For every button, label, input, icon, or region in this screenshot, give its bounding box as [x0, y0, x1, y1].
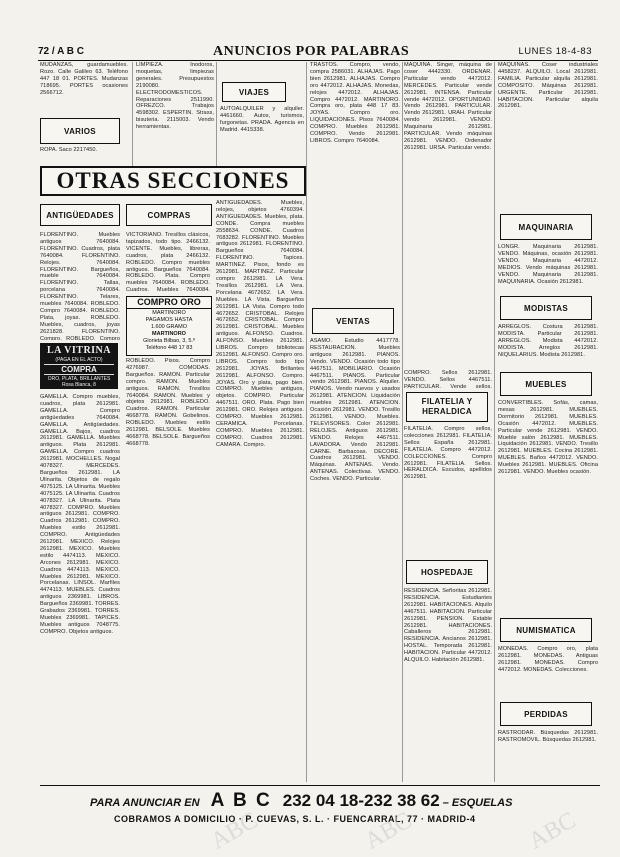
page-header [38, 44, 598, 61]
section-header-maquinaria: MAQUINARIA [500, 214, 592, 240]
column-text: GAMELLA. Compro muebles, cuadros, plata 2612981. GAMELLA. Compro antigüedades 7640084. GAMELLA. Antigüedades. GAMELLA. Bajos, cuadros 2612981. GAMELLA. Muebles antiguos. Plata 2612981. GAMELLA. Compro cuadros 2612981. MOCHELLES. Nogal 4078327. MERCEDES. Bargueños 2612981. LA Ulinarita. Objetos de regalo 4075125. LA Ulinarita. Muebles 4075125. LA Ulinarita. Cuadros 4078327. LA Ulinarita. Plata 4078327. COMPRO. Muebles antiguos 2612981. COMPRO. Cuadros 2612981. COMPRO. Muebles estilo 2612981. COMPRO. Antigüedades 2612981. MEXICO. Relojes 2612981. MEXICO. Muebles estilo 4474113. MEXICO. Arcones 2612981. MEXICO. Cuadros 4474113. MEXICO. Muebles 2612981. MEXICO. Porcelanas. LINSOL. Marfiles 4474113. MUEBLES. Cuadros antiguos 2369981. LIBROS. Bargueños 2369981. TORRES. Grabados 2369981. TORRES. Muebles 2369981. TAPICES. Muebles antiguos 7048775. COMPRO. Objetos antiguos. [40, 394, 120, 635]
footer-prefix: PARA ANUNCIAR EN [90, 797, 200, 809]
compro-oro-ad [126, 296, 212, 356]
column-text: TRASTOS. Compro, vendo, compra 2586031. ALHAJAS. Pago bien 2612981. ALHAJAS. Compro oro 4472012. ALHAJAS. Monedas, relojes 4472012. ALHAJAS. Compro 4472012. MARTINORO. Compra oro, plata 448 17 83. JOYAS. Compro oro. LIQUIDACIONES. Pisos 7640084. COMPRO. Muebles 2612981. COMPRO. Vendo 2612981. LIBROS. Compro 7640084. [310, 62, 400, 144]
section-header-ventas: VENTAS [312, 308, 394, 334]
column-text: LIMPIEZA. Inodoros, moquetas, limpiezas generales. Presupuestos 2190080. ELECTRODOMESTICOS. Reparaciones 2511990. OFREZCO. Trabajos 4598302. ESPERTIN. Strass, bisuteria. 2115003. Vendo herramientas. [136, 62, 214, 131]
vitrina-line: (PAGA EN EL ACTO) [55, 357, 103, 363]
watermark: ABC [524, 807, 581, 855]
vitrina-title: LA VITRINA [47, 345, 111, 356]
column-text: LONGR. Maquinaria 2612981. VENDO. Máquinas, ocasión 2612981. VENDO. Maquinaria 4472012. MEDIOS. Vendo máquinas 2612981. VENDO. Maquinaria 2612981. MAQUINARIA. Ocasión 2612981. [498, 244, 598, 285]
column-text: VICTORIANO. Tresillos clásicos, tapizados, todo tipo. 2466132. VICENTE. Muebles, libreras, cuadros, plata 2466132. ROBLEDO. Compro muebles antiguos. Bargueños 7640084. ROBLEDO. Plata. Compro muebles 7640084. ROBLEDO. Cuadros. Muebles 7640084. [126, 232, 210, 294]
section-header-numismatica: NUMISMATICA [500, 618, 592, 642]
column-text: RESIDENCIA. Señoritas 2612981. RESIDENCIA. Estudiantes 2612981. HABITACIONES. Alquilo 4467511. HABITACION. Particular 2612981. PENSION. Estable 2612981. HABITACIONES. Caballeros 2612981. RESIDENCIA. Ancianos 2612981. HOSTAL. Temporada 2612981. HABITACION. Particular 4472012. ALQUILO. Habitación 2612981. [404, 588, 492, 664]
watermark: ABC [360, 807, 417, 855]
column-divider [132, 62, 133, 168]
column-divider [402, 62, 403, 782]
footer-suffix: ESQUELAS [451, 797, 513, 809]
column-text: ROPA. Saco 2217450. [40, 147, 98, 153]
column-text: ASAMO. Estudio 4417778. RESTAURACION. Muebles antiguos 2612981. PIANOS. Vendo. VENDO. Ocasión todo tipo 4467511. MOBILIARIO. Ocasión 4467511. PIANOS. Particular vendo 2612981. PIANOS. Alquiler. PIANOS. Vendo nuevos y usados 2612981. ATENCION. Liquidación muebles 2612981. ATENCION. Ocasión 2612981. VENDO. Tresillo 2612981. VENDO. Muebles. TELEVISORES. Color 2612981. RELOJES. Antiguos 2612981. VENDO. Relojes 4467511. LAVADORA. Vendo 2612981. CARNE. Barbacoas. DECORE. Cuadros 2612981. VENDO. Máquinas. ANTENAS. Vendo. ANTENAS. Colectivas. VENDO. Coches. VENDO. Particular. [310, 338, 400, 483]
column-text: MAQUINAS. Coser industriales 4458237. ALQUILO. Local 2612981. FAMILIA. Particular alquila 2612981. COMPOSITO. Máquinas 2612981. URGENTE. Particular 2612981. HABITACION. Particular alquila 2612981. [498, 62, 598, 110]
section-header-perdidas: PERDIDAS [500, 702, 592, 726]
vitrina-center: COMPRA [44, 364, 114, 375]
compro-line: Teléfono 448 17 83 [145, 345, 193, 351]
section-header-antiguedades: ANTIGÜEDADES [40, 204, 120, 226]
page-title: ANUNCIOS POR PALABRAS [213, 44, 410, 59]
page-footer [40, 785, 600, 830]
section-header-varios: VARIOS [40, 118, 120, 144]
page-number: 72 / A B C [38, 46, 84, 57]
column-text: ARREGLOS. Costura 2612981. MODISTA. Particular 2612981. ARREGLOS. Modista 4472012. MODISTA. Arreglos 2612981. NIQUELARIUS. Modista 2612981. [498, 324, 598, 358]
column-text: MAQUINA. Singer, máquina de coser 4442330. ORDENAR. Particular vendo 4472012. MERCEDES. Particular vende 2612981. INTENSA. Particular vende 4472012. OPORTUNIDAD. Vendo 2612981. PARTICULAR. Vendo 2612981. URAH. Particular vendo 2612981. VENDO. Maquinaria 2612981. PARTICULAR. Vendo máquinas 2612981. VENDO. Ordenador 2612981. URSA. Particular vendo. [404, 62, 492, 151]
vitrina-line: ORO, PLATA, BRILLANTES [47, 376, 111, 382]
section-header-viajes: VIAJES [222, 82, 286, 102]
page-date: LUNES 18-4-83 [518, 46, 592, 57]
section-header-muebles: MUEBLES [500, 372, 592, 396]
section-header-filatelia: FILATELIA Y HERALDICA [406, 392, 488, 422]
vitrina-ad [40, 343, 118, 389]
column-text: FLORENTINO. Muebles antiguos 7640084. FLORENTINO. Cuadros, plata 7640084. FLORENTINO. Relojes. 7640084. FLORENTINO. Bargueños, mueble 7640084. FLORENTINO. Tallas, porcelana 7640084. FLORENTINO. Telares, muebles 7640084. ROBLEDO. Compro 7640084. ROBLEDO. Plata, joyas. ROBLEDO. Muebles, cuadros, joyas 2621828. FLORENTINO. Compro. ROBLEDO. Compro [40, 232, 120, 340]
compro-line: 1.600 GRAMO [150, 324, 188, 330]
compro-line: Glorieta Bilbao, 3, 5.º [143, 338, 195, 344]
column-text: ROBLEDO. Pisos. Compro 4276987. COMODAS. Bargueños. RAMON. Particular compro. RAMON. Muebles antiguos. RAMON. Tresillos 7640084. RAMON. Muebles y objetos 2612981. ROBLEDO. Cuadros. RAMON. Particular 4668778. RAMON. Gobelinos. ROBLEDO. Muebles estilo 2612981. BELSOLE. Muebles 4668778. BELSOLE. Bargueños 4668778. [126, 358, 210, 447]
compro-line: MARTINORO [152, 310, 186, 316]
column-text: ANTIGUEDADES. Muebles, relojes, objetos 4760394. ANTIGUEDADES. Muebles, plata. CONDE. Compra muebles 2558634. CONDE. Cuadros 7683282. FLORENTINO. Muebles antiguos 2612981. FLORENTINO. Bargueños 7640084. FLORENTINO. Tapices. MARTINEZ. Pisos, fondo es 2612981. MARTINEZ. Particular compro 2612981. LA Vera. Tresillos 2612981. LA Vera. Porcelana 4672652. LA Vera. Muebles. LA Vista. Bargueños 2612981. LA Vista. Compro todo 4672652. CRISTOBAL. Relojes 4672652. CRISTOBAL. Compro 2612981. CRISTOBAL. Muebles antiguos. ALFONSO. Cuadros. ALFONSO. Muebles 2612981. LIBROS. Compro bibliotecas 2612981. ALFONSO. Compro oro. LIBROS. Compro todo tipo 2612981. JOYAS. Brillantes 2612981. ALFONSO. Compro. JOYAS. Oro y plata, pago bien. COMPRO. Muebles antiguos, objetos. COMPRO. Particular 4467511. ORO. Plata. Pago bien 2612981. ORO. Relojes antiguos. COMPRO. Muebles 2612981. CERAMICA. Porcelanas. COMPRO. Muebles 2612981. COMPRO. Cuadros 2612981. CAMARA. Compro. [216, 200, 304, 448]
otras-secciones-banner: OTRAS SECCIONES [40, 166, 306, 196]
section-header-compras: COMPRAS [126, 204, 212, 226]
compro-title: COMPRO ORO [127, 297, 211, 309]
compro-line: PAGAMOS HASTA [145, 317, 193, 323]
column-text: CONVERTIBLES. Sofás, camas, mesas 2612981. MUEBLES. Dormitorio 2612981. MUEBLES. Ocasión 4472012. MUEBLES. Particular vende 2612981. VENDO. Mueble salón 2612981. MUEBLES. Liquidación 2612981. VENDO. Tresillo 2612981. MUEBLES. Cocina 2612981. MUEBLES. Baños 4472012. VENDO. Muebles 2612981. MUEBLES. Oficina 2612981. VENDO. Muebles ocasión. [498, 400, 598, 476]
section-header-modistas: MODISTAS [500, 296, 592, 320]
compro-line: MARTINORO [152, 331, 186, 337]
column-divider [216, 62, 217, 168]
column-text: COMPRO. Sellos 2612981. VENDO. Sellos 4467511. PARTICULAR. Vende sellos. [404, 370, 492, 390]
footer-phones: 232 04 18-232 38 62 [282, 791, 440, 810]
watermark: ABC [206, 807, 263, 855]
column-text: MUDANZAS, guardamuebles. Rozo. Calle Galileo 63. Teléfono 447 18 01. PORTES. Mudanzas 718695. PORTES ocasiones 2566712. [40, 62, 128, 96]
column-text: RASTRODAR. Búsquedas 2612981. RASTROMOVIL. Búsquedas 2612981. [498, 730, 598, 743]
footer-line1: PARA ANUNCIAR EN A B C 232 04 18-232 38 62 – ESQUELAS [90, 790, 513, 811]
column-text: FILATELIA. Compro sellos, colecciones 2612981. FILATELIA. Sellos España 2612981. FILATELIA. Compro 4472012. COLECCIONES. Compro 2612981. FILATELIA. Sellos. HERALDICA. Escudos, apellidos 2612981. [404, 426, 492, 481]
column-text: MONEDAS. Compro oro, plata 2612981. MONEDAS. Antiguas 2612981. MONEDAS. Compro 4472012. MONEDAS. Colecciones. [498, 646, 598, 673]
column-text: AUTOALQUILER y alquiler. 4461660. Autos, turismos, furgonetas. PRADA. Agencia en Madrid. 4415338. [220, 106, 304, 133]
footer-line2: COBRAMOS A DOMICILIO · P. CUEVAS, S. L. · FUENCARRAL, 77 · MADRID-4 [114, 814, 476, 824]
column-divider [494, 62, 495, 782]
column-divider [306, 62, 307, 782]
footer-abc: A B C [210, 790, 272, 811]
vitrina-line: Rosa Blanca, 8 [62, 382, 96, 388]
section-header-hospedaje: HOSPEDAJE [406, 560, 488, 584]
